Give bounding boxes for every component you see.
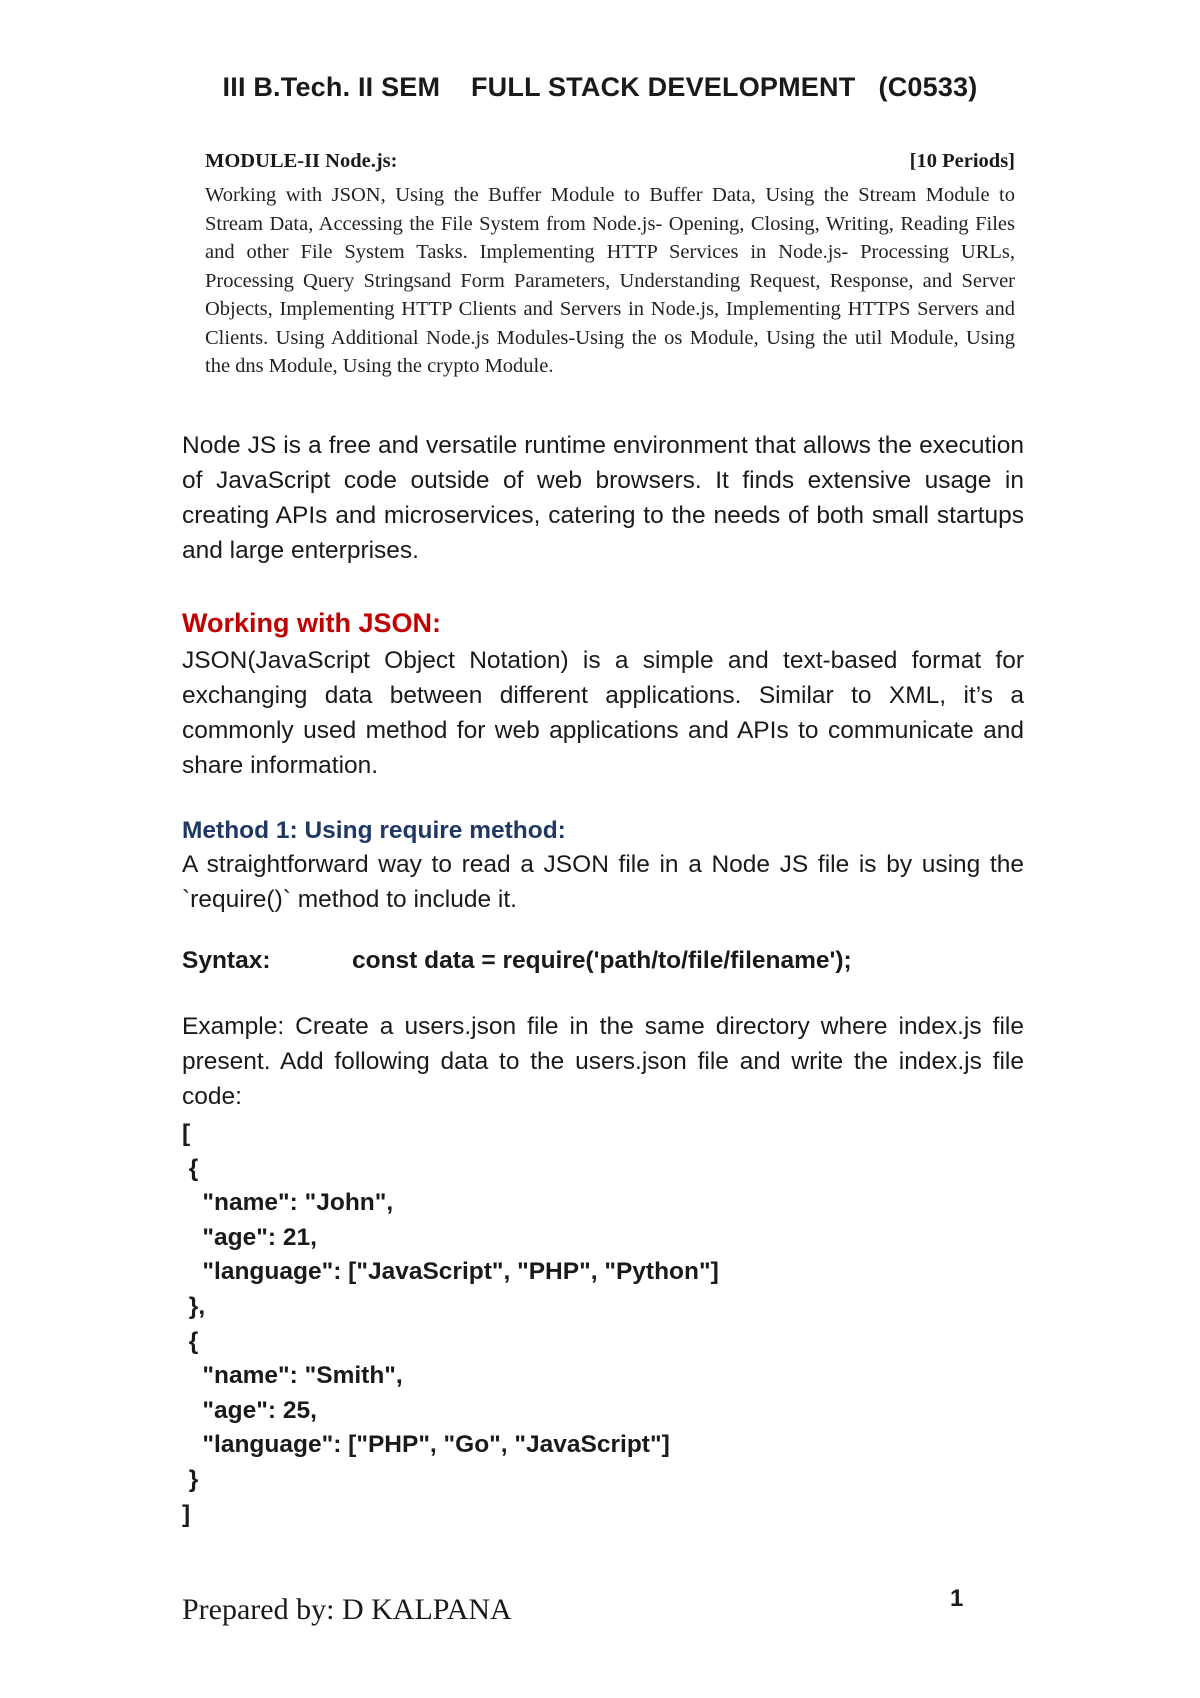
method1-description: A straightforward way to read a JSON file in a Node JS file is by using the `require()` method to include it.	[182, 851, 1024, 913]
main-content	[182, 428, 1024, 1532]
syntax-label: Syntax:	[182, 947, 271, 974]
section-heading-json: Working with JSON:	[182, 608, 442, 638]
page-header-title: III B.Tech. II SEM FULL STACK DEVELOPMENT (C0533)	[222, 72, 978, 102]
syntax-code: const data = require('path/to/file/filename');	[352, 947, 852, 974]
intro-paragraph: Node JS is a free and versatile runtime environment that allows the execution of JavaScript code outside of web browsers. It finds extensive usage in creating APIs and microservices, catering to the needs of both small startups and large enterprises.	[182, 432, 1024, 564]
method1-heading: Method 1: Using require method:	[182, 817, 566, 844]
syllabus-box	[205, 150, 1015, 381]
code-block-users-json: [ { "name": "John", "age": 21, "language": ["JavaScript", "PHP", "Python"] }, { "name": "Smith", "age": 25, "language": ["PHP", "Go", "JavaScript"] } ]	[182, 1120, 719, 1528]
page-number: 1	[950, 1585, 964, 1612]
syllabus-head	[205, 150, 1015, 173]
module-title: MODULE-II Node.js:	[205, 150, 398, 172]
module-topics: Working with JSON, Using the Buffer Module to Buffer Data, Using the Stream Module to Stream Data, Accessing the File System from Node.js- Opening, Closing, Writing, Reading Files and other File System Tasks. Implementing HTTP Services in Node.js- Processing URLs, Processing Query Stringsand Form Parameters, Understanding Request, Response, and Server Objects, Implementing HTTP Clients and Servers in Node.js, Implementing HTTPS Servers and Clients. Using Additional Node.js Modules-Using the os Module, Using the util Module, Using the dns Module, Using the crypto Module.	[205, 184, 1015, 377]
syntax-line	[182, 947, 1024, 975]
footer-prepared-by: Prepared by: D KALPANA	[182, 1593, 512, 1626]
example-paragraph: Example: Create a users.json file in the same directory where index.js file present. Add following data to the users.json file and write the index.js file code:	[182, 1013, 1024, 1110]
json-description: JSON(JavaScript Object Notation) is a simple and text-based format for exchanging data between different applications. Similar to XML, it’s a commonly used method for web applications and APIs to communicate and share information.	[182, 647, 1024, 779]
module-periods: [10 Periods]	[909, 150, 1015, 172]
